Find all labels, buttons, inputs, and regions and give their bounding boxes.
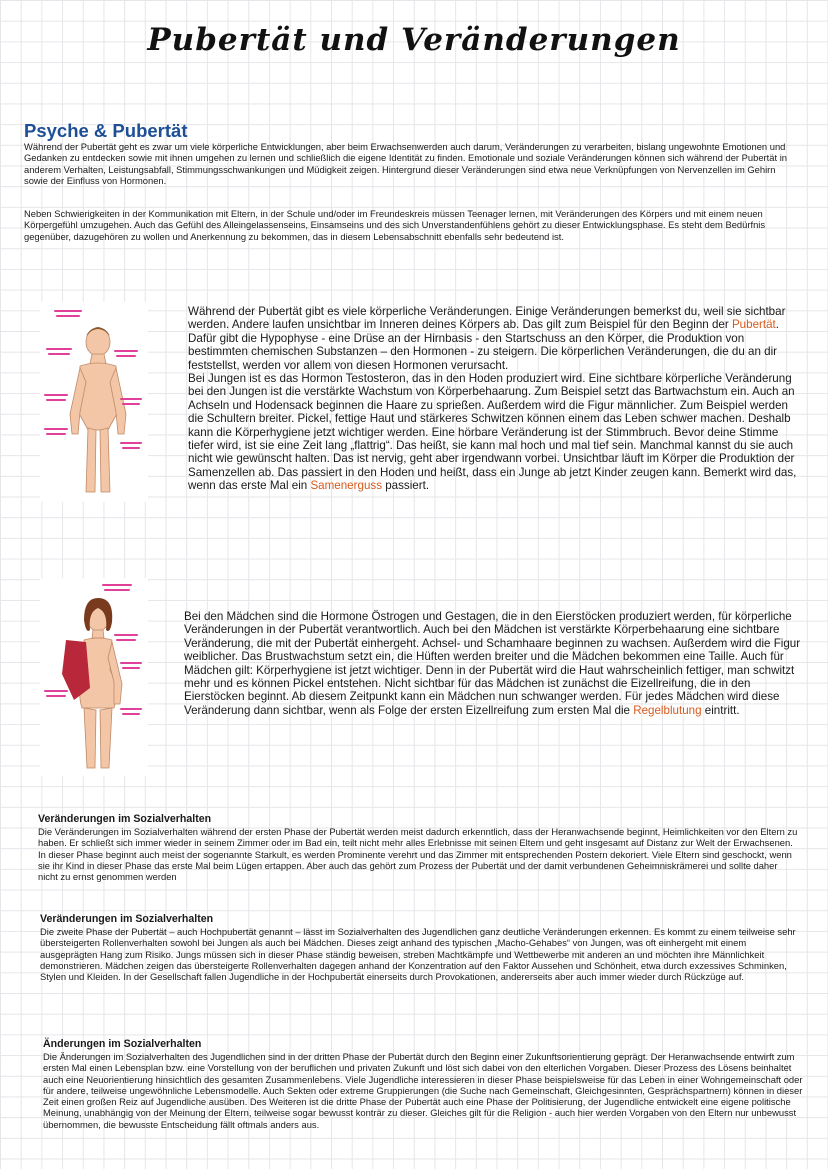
- boys-changes-paragraph: Während der Pubertät gibt es viele körperliche Veränderungen. Einige Veränderungen bemerkst du, weil sie sichtbar werden. Andere laufen unsichtbar im Inneren deines Körpers ab. Das gilt zum Beispiel für den Beginn der Pubertät. Dafür gibt die Hypophyse - eine Drüse an der Hirnbasis - den Startschuss an den Körper, die Produktion von bestimmten chemischen Substanzen – den Hormonen - zu steigern. Die körperlichen Veränderungen, die du an dir feststellst, werden vor allem von diesen Hormonen verursacht. Bei Jungen ist es das Hormon Testosteron, das in den Hoden produziert wird. Eine sichtbare körperliche Veränderung bei den Jungen ist die verstärkte Wachstum von Körperbehaarung. Zum Beispiel setzt das Bartwachstum ein. Auch an Achseln und Hodensack beginnen die Haare zu sprießen. Außerdem wird die Figur männlicher. Zum Beispiel werden die Schultern breiter. Pickel, fettige Haut und stärkeres Schwitzen können einem das Leben schwer machen. Deshalb kann die Körperhygiene jetzt wichtiger werden. Eine hörbare Veränderung ist der Stimmbruch. Bevor deine Stimme tiefer wird, ist sie eine Zeit lang „flattrig“. Das heißt, sie kann mal hoch und mal tief sein. Manchmal kannst du sie auch nicht wie gewünscht halten. Das ist nervig, geht aber irgendwann vorbei. Unsichtbar läuft im Körper die Produktion der Samenzellen ab. Das passiert in den Hoden und heißt, dass ein Junge ab jetzt Kinder zeugen kann. Bemerkt wird das, wenn das erste Mal ein Samenerguss passiert.: [188, 305, 797, 493]
- regelblutung-link[interactable]: Regelblutung: [633, 703, 702, 717]
- social-text-1: Die Veränderungen im Sozialverhalten während der ersten Phase der Pubertät werden meist dadurch erkenntlich, dass der Heranwachsende beginnt, Heimlichkeiten vor den Eltern zu haben. Er schließt sich immer wieder in seinem Zimmer oder im Bad ein, teilt nicht mehr alles Erlebnisse mit seinen Eltern und geht insgesamt auf Distanz zur Welt der Erwachsenen. In dieser Phase beginnt auch meist der sogenannte Starkult, es werden Prominente verehrt und das Zimmer mit entsprechenden Postern dekoriert. Viele Eltern sind geschockt, wenn sie ihr Kind in dieser Phase das erste Mal beim Lügen ertappen. Aber auch das gehört zum Prozess der Pubertät und der damit verbundenen Geheimniskrämerei und sollte daher nicht zu ernst genommen werden: [38, 826, 798, 883]
- social-text-3: Die Änderungen im Sozialverhalten des Jugendlichen sind in der dritten Phase der Pubertät durch den Beginn einer Zukunftsorientierung geprägt. Der Heranwachsende entwirft zum ersten Mal einen Lebensplan bzw. eine Vorstellung von der beruflichen und privaten Zukunft und löst sich dabei von den elterlichen Vorgaben. Dieser Prozess des Lösens beinhaltet auch eine Neuorientierung hinsichtlich des gesamten Zusammenlebens. Viele Jugendliche interessieren in dieser Phase beispielsweise für das Leben in einer Wohngemeinschaft oder für andere, teilweise ungewöhnliche Lebensmodelle. Auch Sekten oder extreme Gruppierungen (die Suche nach Gemeinschaft, Gleichgesinnten, Gesprächspartnern) können in dieser Zeit einen großen Reiz auf Jugendliche ausüben. Des Weiteren ist die dritte Phase der Pubertät auch eine Phase der Politisierung, der Jugendliche entwickelt eine eigene politische Meinung, unabhängig von der Meinung der Eltern, teilweise sogar bewusst konträr zu dieser. Gleiches gilt für die Religion - auch hier werden Vorgaben von den Eltern nur unbewusst übernommen, die bewusste Entscheidung fällt oftmals anders aus.: [43, 1051, 803, 1130]
- psyche-paragraph-1: Während der Pubertät geht es zwar um viele körperliche Entwicklungen, aber beim Erwachsenwerden auch darum, Veränderungen zu verarbeiten, bislang ungewohnte Emotionen und Gedanken zu entdecken sowie mit ihnen umgehen zu lernen und schließlich die eigene Identität zu finden. Emotionale und soziale Veränderungen können sich während der Pubertät in anderem Verhalten, Leistungsabfall, Stimmungsschwankungen und Müdigkeit zeigen. Hintergrund dieser Veränderungen sind etwa neue Verknüpfungen von Nervenzellen im Gehirn sowie der Einfluss von Hormonen.: [24, 141, 787, 186]
- boy-puberty-illustration: [40, 302, 148, 502]
- page-title: Pubertät und Veränderungen: [147, 22, 681, 58]
- pubertaet-link[interactable]: Pubertät: [731, 318, 776, 332]
- samenerguss-link[interactable]: Samenerguss: [310, 479, 382, 493]
- girls-changes-paragraph: Bei den Mädchen sind die Hormone Östrogen und Gestagen, die in den Eierstöcken produziert werden, für körperliche Veränderungen in der Pubertät verantwortlich. Auch bei den Mädchen ist verstärkte Körperbehaarung eine sichtbare Veränderung, die mit der Pubertät einhergeht. Achsel- und Schamhaare beginnen zu wachsen. Außerdem wird die Figur weiblicher. Das Brustwachstum setzt ein, die Hüften werden breiter und die Mädchen bekommen eine Taille. Auch für Mädchen gilt: Körperhygiene ist jetzt wichtiger. Denn in der Pubertät wird die Haut wahrscheinlich fettiger, man schwitzt mehr und es können Pickel entstehen. Nicht sichtbar für das Mädchen ist zunächst die Eizellreifung, die in den Eierstöcken beginnt. Ab diesem Zeitpunkt kann ein Mädchen nun schwanger werden. Für jedes Mädchen wird diese Veränderung dann sichtbar, wenn als Folge der ersten Eizellreifung zum ersten Mal die Regelblutung eintritt.: [184, 610, 801, 717]
- girl-puberty-illustration: [40, 578, 148, 776]
- social-section-3: [43, 1038, 803, 1130]
- social-heading-2: Veränderungen im Sozialverhalten: [40, 913, 214, 925]
- social-heading-1: Veränderungen im Sozialverhalten: [38, 813, 212, 825]
- social-section-1: [38, 813, 798, 882]
- social-section-2: [40, 913, 800, 982]
- social-text-2: Die zweite Phase der Pubertät – auch Hochpubertät genannt – lässt im Sozialverhalten des Jugendlichen ganz deutliche Veränderungen erkennen. Es kommt zu einem teilweise sehr übersteigerten Rollenverhalten sowohl bei Jungen als auch bei Mädchen. Dieses zeigt anhand des typischen „Macho-Gehabes“ von Jungen, was oft einhergeht mit einem ausgeprägten Hang zum Risiko. Jungs müssen sich in dieser Phase ständig beweisen, streben Machtkämpfe und Wettbewerbe mit anderen an und möchten ihre Männlichkeit demonstrieren. Mädchen zeigen das übersteigerte Rollenverhalten dagegen anhand der Konzentration auf den Faktor Aussehen und Schönheit, etwa durch exzessives Schminken, Stylen und Kleiden. In der Gesellschaft fallen Jugendliche in der Hochpubertät einerseits durch Provokationen, andererseits aber auch immer wieder durch Rückzüge auf.: [40, 926, 796, 983]
- psyche-paragraph-2: Neben Schwierigkeiten in der Kommunikation mit Eltern, in der Schule und/oder im Freundeskreis müssen Teenager lernen, mit Veränderungen des Körpers und mit einem neuen Körpergefühl umzugehen. Auch das Gefühl des Alleingelassenseins, Einsamseins und des sich Unverstandenfühlens gehört zu dieser Entwicklungsphase. Es steht dem Bedürfnis gegenüber, dazugehören zu wollen und Anerkennung zu bekommen, das in diesem Lebensabschnitt ebenfalls sehr bedeutend ist.: [24, 208, 766, 242]
- social-heading-3: Änderungen im Sozialverhalten: [43, 1038, 202, 1050]
- section-heading-psyche: Psyche & Pubertät: [24, 120, 188, 141]
